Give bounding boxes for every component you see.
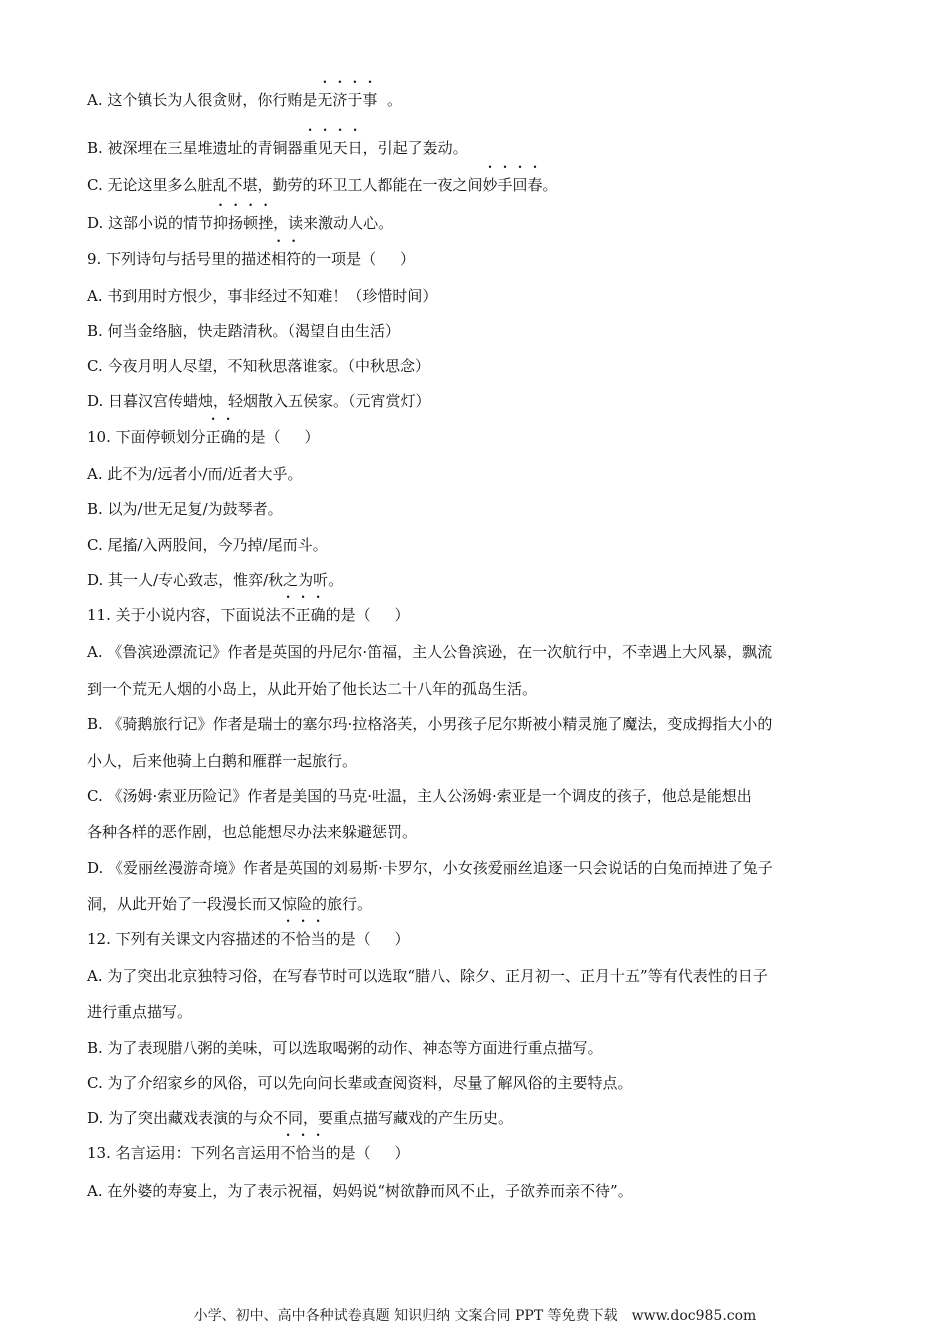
q9-stem: [87, 249, 870, 269]
q12-option-c: C. 为了介绍家乡的风俗，可以先向问长辈或查阅资料，尽量了解风俗的主要特点。: [87, 1074, 633, 1092]
q10-stem-text: 10. 下面停顿划分: [87, 428, 206, 446]
q11-option-a-line2: 到一个荒无人烟的小岛上，从此开始了他长达二十八年的孤岛生活。: [87, 680, 538, 698]
q10-option-b: B. 以为/世无足复/为鼓琴者。: [87, 500, 283, 518]
emphasis-char: 回: [512, 176, 528, 194]
emphasis-char: 事: [362, 91, 378, 109]
q9-stem-text: 9. 下列诗句与括号里的描述: [87, 250, 272, 268]
q8-option-c: [87, 175, 870, 195]
q8-option-d: [87, 213, 870, 233]
emphasis-char: 见: [317, 139, 333, 157]
q11-stem-text: 11. 关于小说内容，下面说法: [87, 606, 281, 624]
emphasis-char: 顿: [243, 214, 259, 232]
q12-stem-tail: 的是（ ）: [325, 930, 410, 948]
q10-stem-tail: 的是（ ）: [235, 428, 320, 446]
q8-option-a-text: A. 这个镇长为人很贪财，你行贿是: [87, 91, 318, 109]
q11-stem-tail: 的是（ ）: [325, 606, 410, 624]
q10-option-c: C. 尾搐/入两股间，今乃掉/尾而斗。: [87, 536, 328, 554]
q8-option-a-tail: 。: [377, 91, 402, 109]
emphasis-char: 无: [317, 91, 333, 109]
emphasis-char: 天: [332, 139, 348, 157]
q9-stem-emphasis: [271, 250, 301, 268]
q11-option-c-line1: C. 《汤姆·索亚历险记》作者是美国的马克·吐温，主人公汤姆·索亚是一个调皮的孩子，他总是能想出: [87, 787, 752, 805]
q11-stem-emphasis: [281, 606, 326, 624]
q9-option-a: A. 书到用时方恨少，事非经过不知难！（珍惜时间）: [87, 287, 438, 305]
q8-option-d-tail: ，读来激动人心。: [273, 214, 394, 232]
q8-option-d-emphasis: [213, 214, 273, 232]
emphasis-char: 扬: [228, 214, 244, 232]
q10-stem: [87, 427, 870, 447]
emphasis-char: 确: [310, 606, 326, 624]
q8-option-c-tail: 。: [542, 176, 558, 194]
q8-option-b-tail: ，引起了轰动。: [362, 139, 468, 157]
emphasis-char: 手: [497, 176, 513, 194]
q12-option-a-line1: A. 为了突出北京独特习俗，在写春节时可以选取“腊八、除夕、正月初一、正月十五”等有代表性的日子: [87, 967, 768, 985]
q10-option-a: A. 此不为/远者小/而/近者大乎。: [87, 465, 303, 483]
emphasis-char: 相: [271, 250, 287, 268]
emphasis-char: 当: [310, 1144, 326, 1162]
emphasis-char: 确: [220, 428, 236, 446]
q11-option-d-line2: 洞，从此开始了一段漫长而又惊险的旅行。: [87, 895, 373, 913]
page-footer: [0, 1307, 950, 1325]
q13-stem: [87, 1143, 870, 1163]
footer-text: 小学、初中、高中各种试卷真题 知识归纳 文案合同 PPT 等免费下载: [193, 1308, 618, 1324]
emphasis-char: 恰: [295, 1144, 311, 1162]
emphasis-char: 不: [280, 1144, 296, 1162]
emphasis-char: 正: [295, 606, 311, 624]
emphasis-char: 挫: [258, 214, 274, 232]
emphasis-char: 恰: [295, 930, 311, 948]
q9-option-d: D. 日暮汉宫传蜡烛，轻烟散入五侯家。（元宵赏灯）: [87, 392, 431, 410]
q8-option-b: [87, 138, 870, 158]
q8-option-a-emphasis: [317, 91, 377, 109]
q13-stem-tail: 的是（ ）: [325, 1144, 410, 1162]
q8-option-c-text: C. 无论这里多么脏乱不堪，勤劳的环卫工人都能在一夜之间: [87, 176, 483, 194]
emphasis-char: 于: [347, 91, 363, 109]
q12-option-d: D. 为了突出藏戏表演的与众不同，要重点描写藏戏的产生历史。: [87, 1109, 514, 1127]
q8-option-b-emphasis: [303, 139, 363, 157]
q12-option-a-line2: 进行重点描写。: [87, 1003, 193, 1021]
q9-option-b: B. 何当金络脑，快走踏清秋。（渴望自由生活）: [87, 322, 401, 340]
q8-option-b-text: B. 被深埋在三星堆遗址的青铜器: [87, 139, 303, 157]
q9-stem-tail: 的一项是（ ）: [301, 250, 415, 268]
emphasis-char: 抑: [213, 214, 229, 232]
q11-option-b-line1: B. 《骑鹅旅行记》作者是瑞士的塞尔玛·拉格洛芙，小男孩子尼尔斯被小精灵施了魔法，变成拇指大小的: [87, 715, 773, 733]
q10-stem-emphasis: [206, 428, 236, 446]
q13-stem-emphasis: [281, 1144, 326, 1162]
q11-option-d-line1: D. 《爱丽丝漫游奇境》作者是英国的刘易斯·卡罗尔，小女孩爱丽丝追逐一只会说话的白兔而掉进了兔子: [87, 859, 773, 877]
emphasis-char: 不: [280, 930, 296, 948]
emphasis-char: 日: [347, 139, 363, 157]
q9-option-c: C. 今夜月明人尽望，不知秋思落谁家。（中秋思念）: [87, 357, 430, 375]
q12-option-b: B. 为了表现腊八粥的美味，可以选取喝粥的动作、神态等方面进行重点描写。: [87, 1039, 603, 1057]
emphasis-char: 重: [302, 139, 318, 157]
q13-option-a: A. 在外婆的寿宴上，为了表示祝福，妈妈说“树欲静而风不止，子欲养而亲不待”。: [87, 1182, 633, 1200]
q11-option-c-line2: 各种各样的恶作剧，也总能想尽办法来躲避惩罚。: [87, 823, 418, 841]
q11-stem: [87, 605, 870, 625]
q11-option-b-line2: 小人，后来他骑上白鹅和雁群一起旅行。: [87, 752, 358, 770]
footer-url[interactable]: www.doc985.com: [631, 1308, 757, 1324]
q11-option-a-line1: A. 《鲁滨逊漂流记》作者是英国的丹尼尔·笛福，主人公鲁滨逊，在一次航行中，不幸遇上大风暴，飘流: [87, 643, 773, 661]
emphasis-char: 春: [527, 176, 543, 194]
q8-option-d-text: D. 这部小说的情节: [87, 214, 214, 232]
emphasis-char: 不: [280, 606, 296, 624]
emphasis-char: 符: [286, 250, 302, 268]
emphasis-char: 济: [332, 91, 348, 109]
emphasis-char: 妙: [482, 176, 498, 194]
q12-stem: [87, 929, 870, 949]
q10-option-d: D. 其一人/专心致志，惟弈/秋之为听。: [87, 571, 344, 589]
emphasis-char: 正: [205, 428, 221, 446]
q13-stem-text: 13. 名言运用：下列名言运用: [87, 1144, 281, 1162]
q12-stem-emphasis: [281, 930, 326, 948]
q8-option-a: [87, 90, 870, 110]
q8-option-c-emphasis: [482, 176, 542, 194]
emphasis-char: 当: [310, 930, 326, 948]
q12-stem-text: 12. 下列有关课文内容描述的: [87, 930, 281, 948]
